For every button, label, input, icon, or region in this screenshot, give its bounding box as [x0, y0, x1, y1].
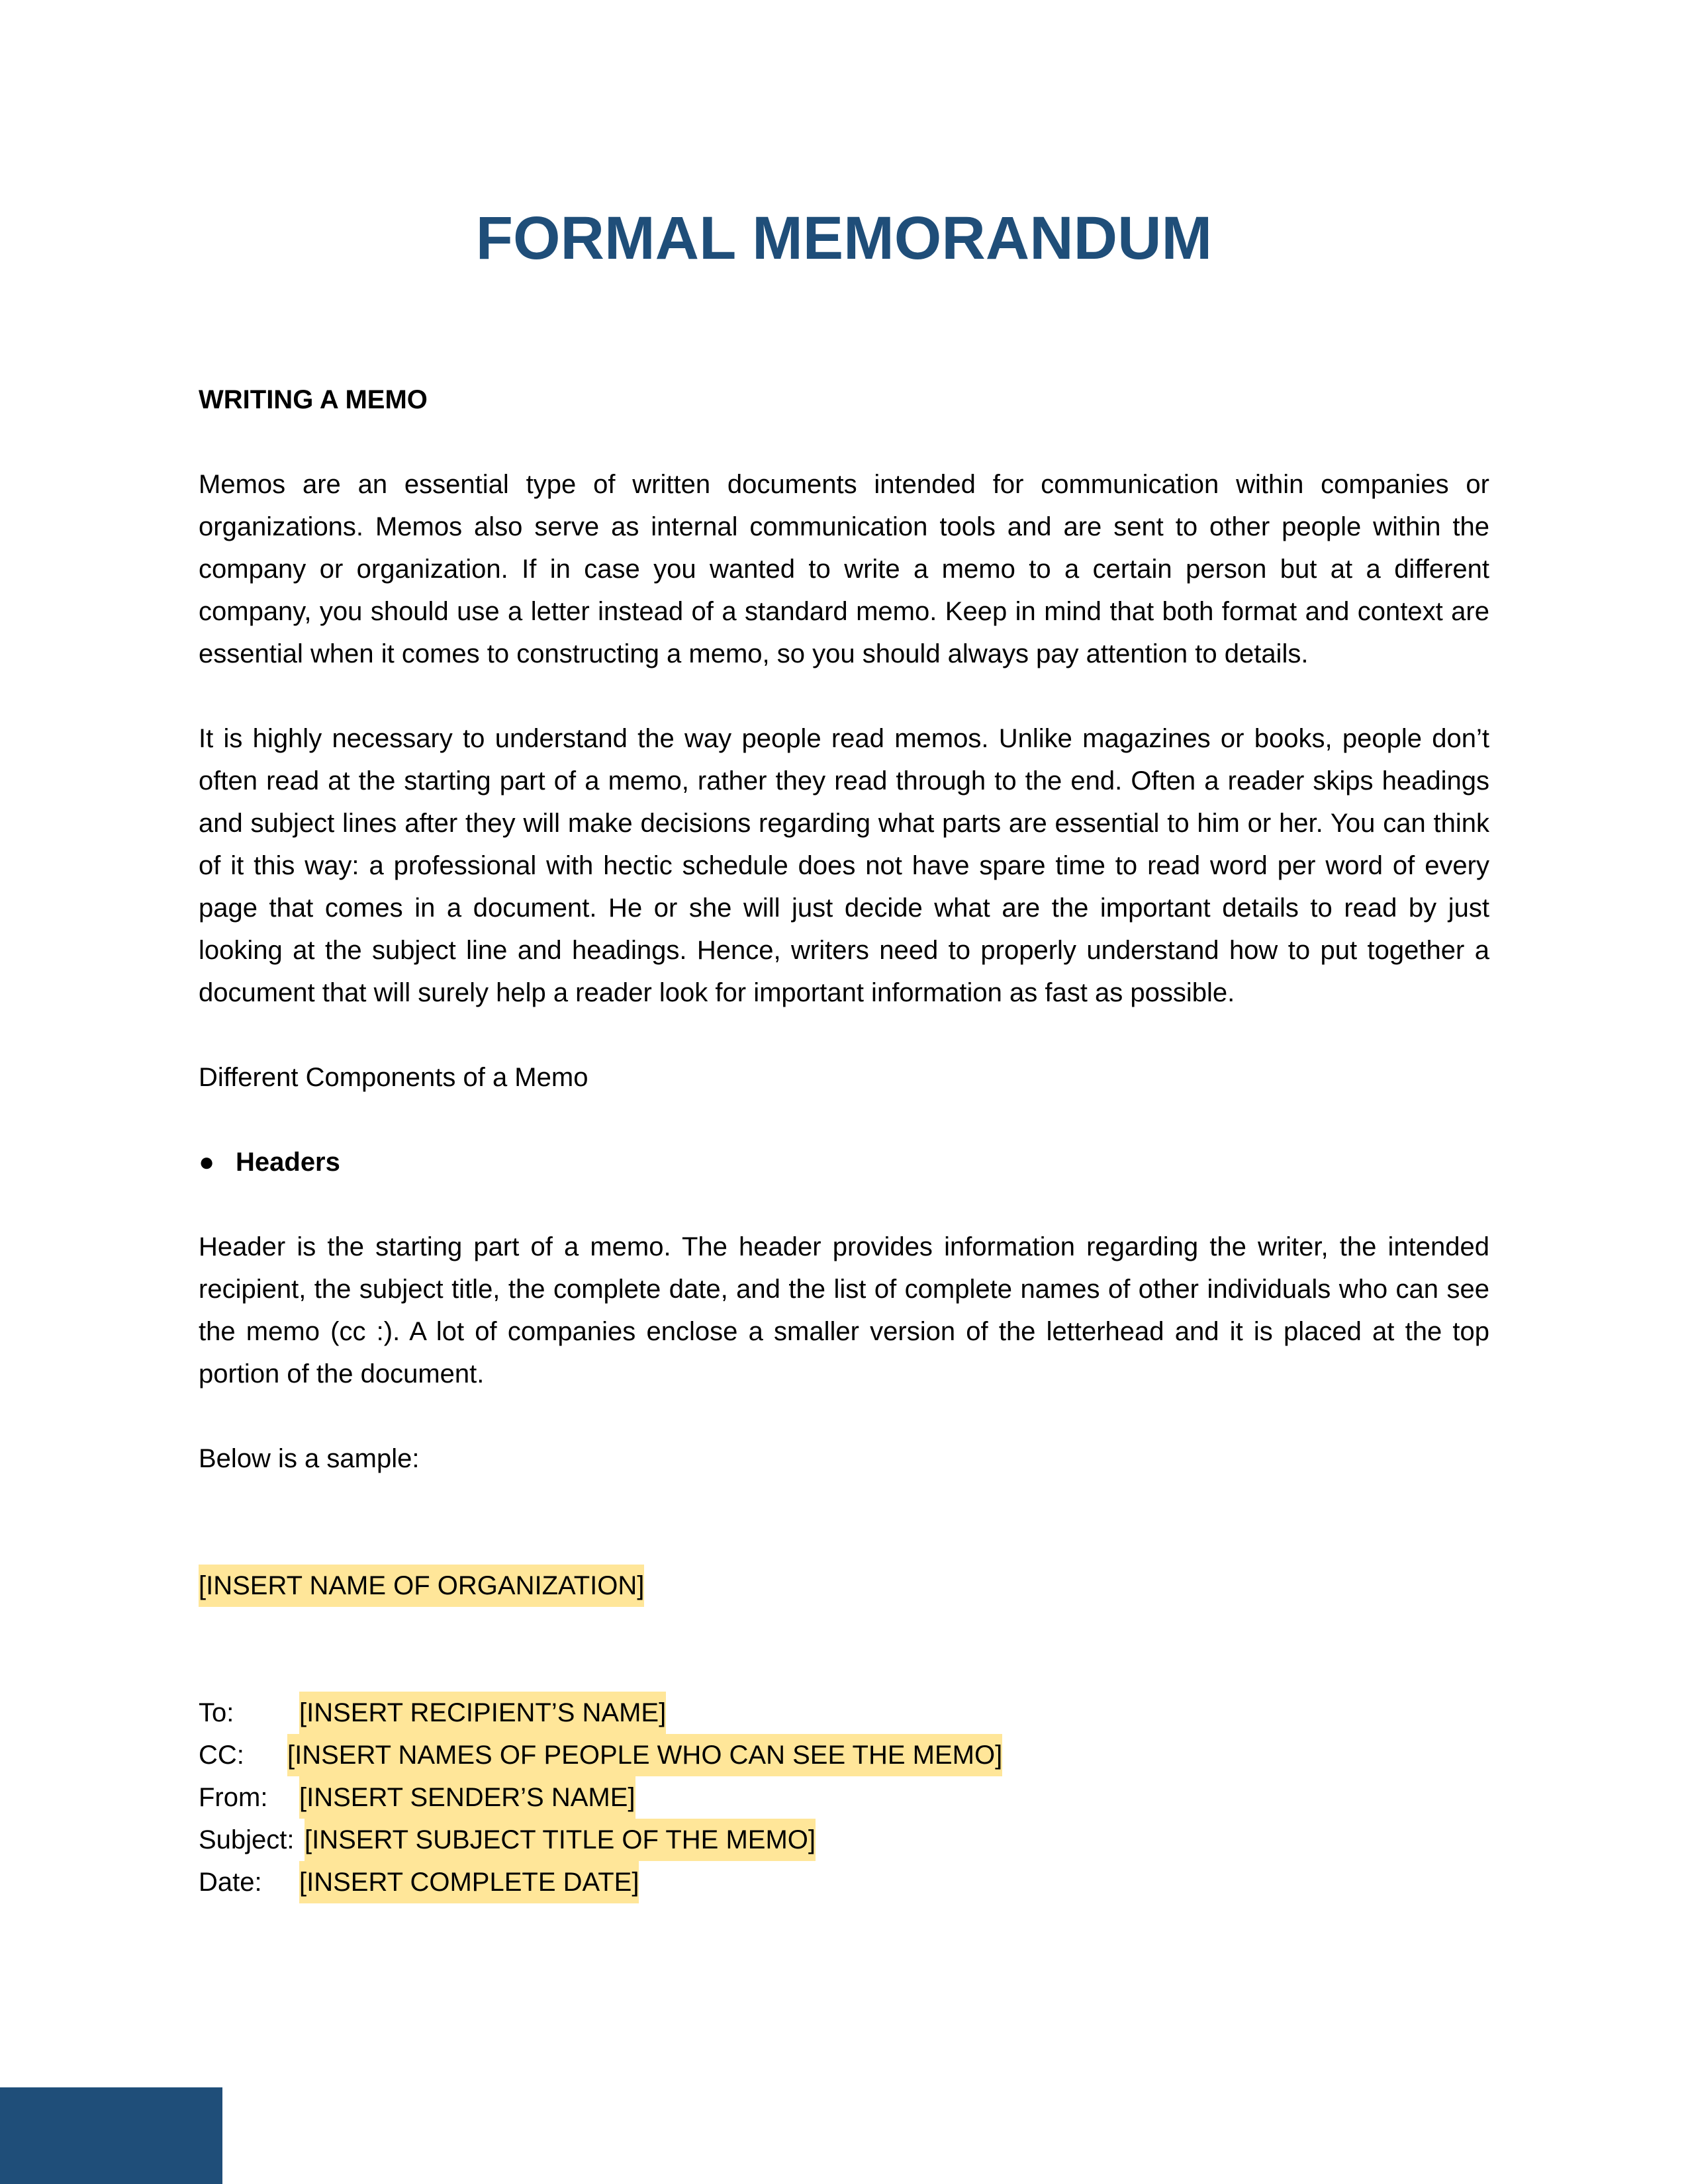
- memo-field-value: [INSERT SUBJECT TITLE OF THE MEMO]: [305, 1819, 816, 1861]
- memo-field-label: From:: [199, 1783, 268, 1812]
- memo-field-value: [INSERT SENDER’S NAME]: [299, 1776, 635, 1819]
- components-label: Different Components of a Memo: [199, 1063, 588, 1092]
- memo-fields: [199, 1692, 1489, 1903]
- organization-row: [199, 1565, 1489, 1607]
- spacer: [199, 1014, 1489, 1056]
- bullet-label: Headers: [236, 1148, 340, 1177]
- memo-field-from: [199, 1776, 1489, 1819]
- sample-intro: Below is a sample:: [199, 1444, 420, 1473]
- memo-field-value: [INSERT RECIPIENT’S NAME]: [299, 1692, 666, 1734]
- memo-field-subject: [199, 1819, 1489, 1861]
- organization-placeholder: [INSERT NAME OF ORGANIZATION]: [199, 1565, 644, 1607]
- memo-field-value: [INSERT COMPLETE DATE]: [299, 1861, 639, 1903]
- memo-field-to: [199, 1692, 1489, 1734]
- spacer: [199, 675, 1489, 717]
- document-body: [199, 379, 1489, 1903]
- spacer: [199, 1099, 1489, 1141]
- bullet-icon: ●: [199, 1148, 215, 1177]
- bullet-headers: [199, 1141, 1489, 1183]
- spacer: [199, 1395, 1489, 1437]
- paragraph-intro: Memos are an essential type of written documents intended for communication within companies or organizations. Memos also serve as internal communication tools and are sent to other people within the company or organization. If in case you wanted to write a memo to a certain person but at a different company, you should use a letter instead of a standard memo. Keep in mind that both format and context are essential when it comes to constructing a memo, so you should always pay attention to details.: [199, 470, 1489, 668]
- memo-field-value: [INSERT NAMES OF PEOPLE WHO CAN SEE THE MEMO]: [287, 1734, 1002, 1776]
- footer-color-block: [0, 2087, 222, 2184]
- paragraph-header-description: Header is the starting part of a memo. The header provides information regarding the writer, the intended recipient, the subject title, the complete date, and the list of complete names of other individuals who can see the memo (cc :). A lot of companies enclose a smaller version of the letterhead and it is placed at the top portion of the document.: [199, 1232, 1489, 1388]
- memo-field-label: Subject:: [199, 1825, 295, 1854]
- spacer: [199, 421, 1489, 463]
- paragraph-reading: It is highly necessary to understand the way people read memos. Unlike magazines or books, people don’t often read at the starting part of a memo, rather they read through to the end. Often a reader skips headings and subject lines after they will make decisions regarding what parts are essential to him or her. You can think of it this way: a professional with hectic schedule does not have spare time to read word per word of every page that comes in a document. He or she will just decide what are the important details to read by just looking at the subject line and headings. Hence, writers need to properly understand how to put together a document that will surely help a reader look for important information as fast as possible.: [199, 724, 1489, 1007]
- memo-field-cc: [199, 1734, 1489, 1776]
- memo-field-label: To:: [199, 1698, 234, 1727]
- memo-field-label: CC:: [199, 1741, 244, 1770]
- spacer: [199, 1607, 1489, 1692]
- spacer: [199, 1480, 1489, 1565]
- memo-field-date: [199, 1861, 1489, 1903]
- section-heading: WRITING A MEMO: [199, 385, 428, 414]
- spacer: [199, 1183, 1489, 1226]
- memo-field-label: Date:: [199, 1868, 262, 1897]
- document-title: FORMAL MEMORANDUM: [475, 205, 1213, 272]
